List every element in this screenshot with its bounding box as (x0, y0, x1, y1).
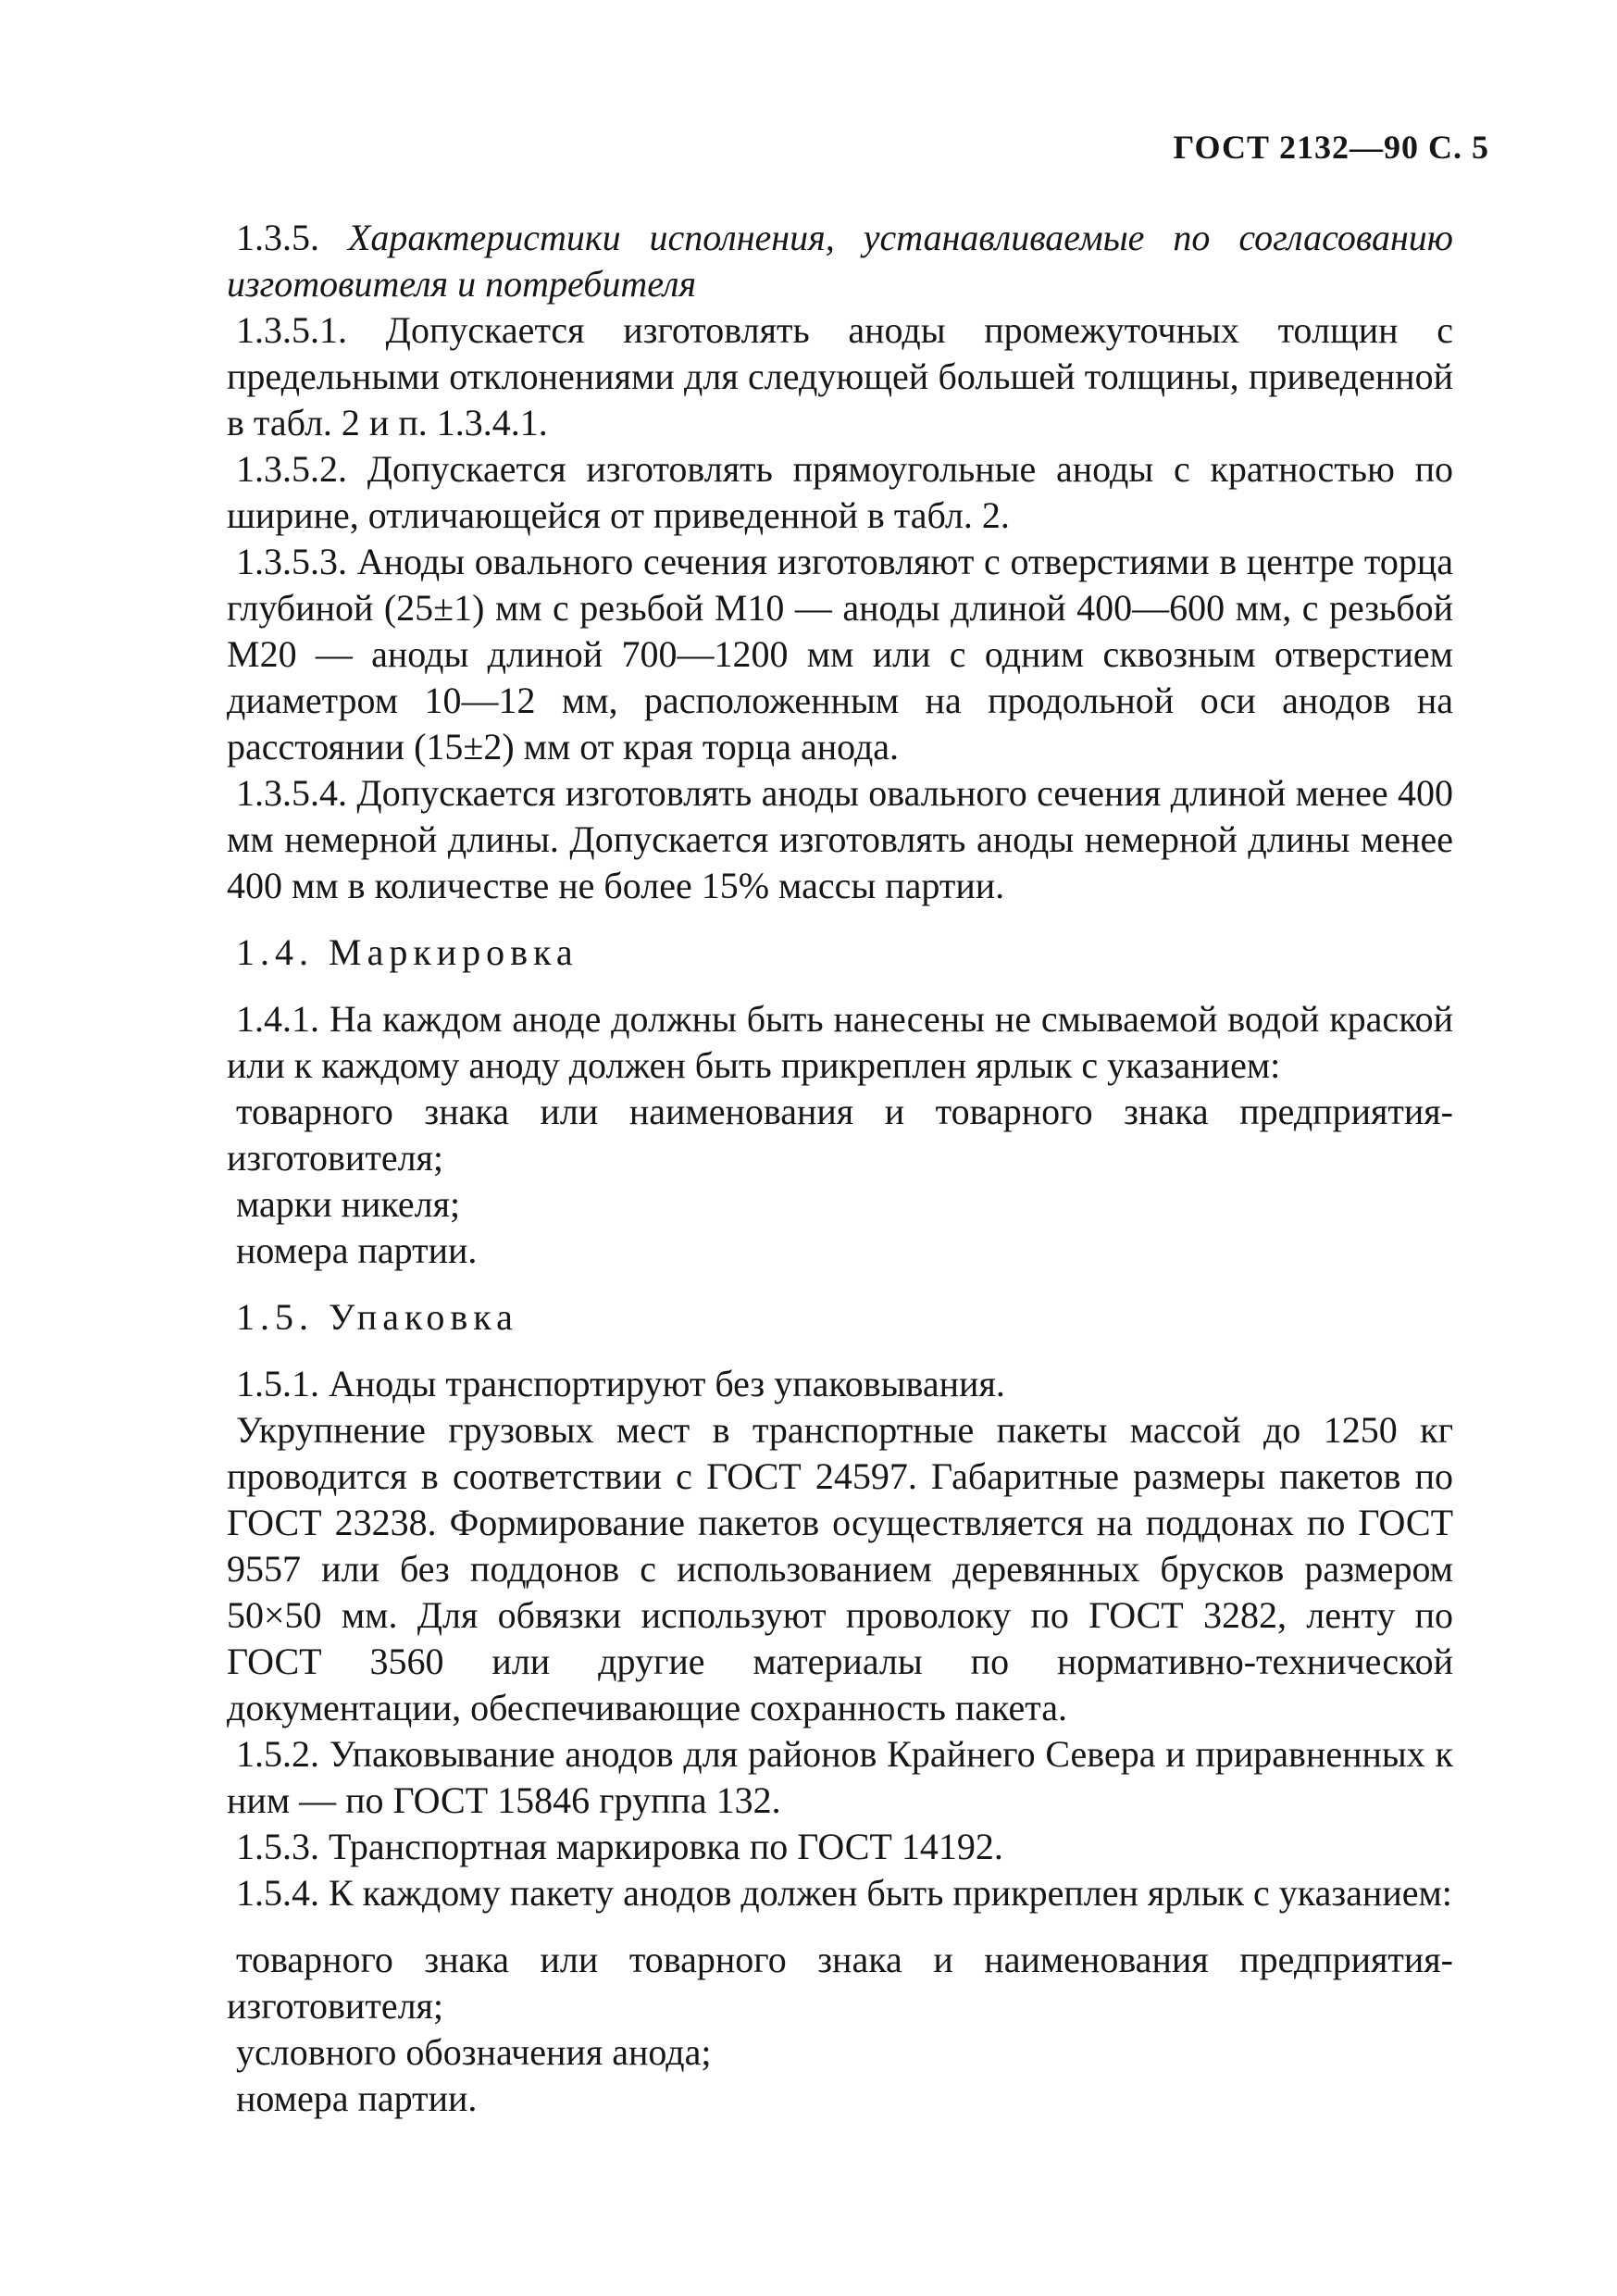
paragraph-1-3-5-2: 1.3.5.2. Допускается изготовлять прямоугольные аноды с кратностью по ширине, отличающейся от приведенной в табл. 2. (227, 448, 1453, 536)
paragraph-1-3-5-1: 1.3.5.1. Допускается изготовлять аноды промежуточных толщин с предельными отклонениями для следующей большей толщины, приведенной в табл. 2 и п. 1.3.4.1. (227, 309, 1453, 443)
section-1-5-title: 1.5. Упаковка (236, 1296, 518, 1338)
paragraph-1-4-1: 1.4.1. На каждом аноде должны быть нанесены не смываемой водой краской или к каждому аноду должен быть прикреплен ярлык с указанием: (227, 998, 1453, 1086)
paragraph-1-5-4: 1.5.4. К каждому пакету анодов должен быть прикреплен ярлык с указанием: (236, 1872, 1452, 1914)
section-title: Характеристики исполнения, устанавливаемые по согласованию изготовителя и потребителя (227, 217, 1453, 305)
paragraph-1-5-1-continued: Укрупнение грузовых мест в транспортные пакеты массой до 1250 кг проводится в соответствии с ГОСТ 24597. Габаритные размеры пакетов по ГОСТ 23238. Формирование пакетов осуществляется на поддонах по ГОСТ 9557 или без поддонов с использованием деревянных брусков размером 50×50 мм. Для обвязки используют проволоку по ГОСТ 3282, ленту по ГОСТ 3560 или другие материалы по нормативно-технической документации, обеспечивающие сохранность пакета. (227, 1409, 1453, 1728)
list-item: товарного знака или товарного знака и наименования предприятия-изготовителя; (227, 1939, 1453, 2027)
paragraph-1-5-1: 1.5.1. Аноды транспортируют без упаковывания. (236, 1363, 1005, 1404)
paragraph-1-3-5-3: 1.3.5.3. Аноды овального сечения изготовляют с отверстиями в центре торца глубиной (25±1) мм с резьбой М10 — аноды длиной 400—600 мм, с резьбой М20 — аноды длиной 700—1200 мм или с одним сквозным отверстием диаметром 10—12 мм, расположенным на продольной оси анодов на расстоянии (15±2) мм от края торца анода. (227, 541, 1453, 767)
section-number: 1.3.5. (236, 217, 319, 258)
paragraph-1-5-3: 1.5.3. Транспортная маркировка по ГОСТ 14192. (236, 1826, 1003, 1867)
document-body (227, 215, 1453, 2122)
list-item: товарного знака или наименования и товарного знака предприятия-изготовителя; (227, 1091, 1453, 1179)
list-item: номера партии. (236, 2078, 478, 2119)
list-item: марки никеля; (236, 1183, 461, 1225)
paragraph-1-5-2: 1.5.2. Упаковывание анодов для районов Крайнего Севера и приравненных к ним — по ГОСТ 15846 группа 132. (227, 1733, 1453, 1821)
list-item: номера партии. (236, 1229, 478, 1271)
section-1-4-title: 1.4. Маркировка (236, 931, 578, 973)
section-1-3-5-title (227, 215, 1453, 307)
list-item: условного обозначения анода; (236, 2031, 712, 2073)
paragraph-1-3-5-4: 1.3.5.4. Допускается изготовлять аноды овального сечения длиной менее 400 мм немерной длины. Допускается изготовлять аноды немерной длины менее 400 мм в количестве не более 15% массы партии. (227, 772, 1453, 906)
page-header: ГОСТ 2132—90 С. 5 (1173, 129, 1489, 166)
